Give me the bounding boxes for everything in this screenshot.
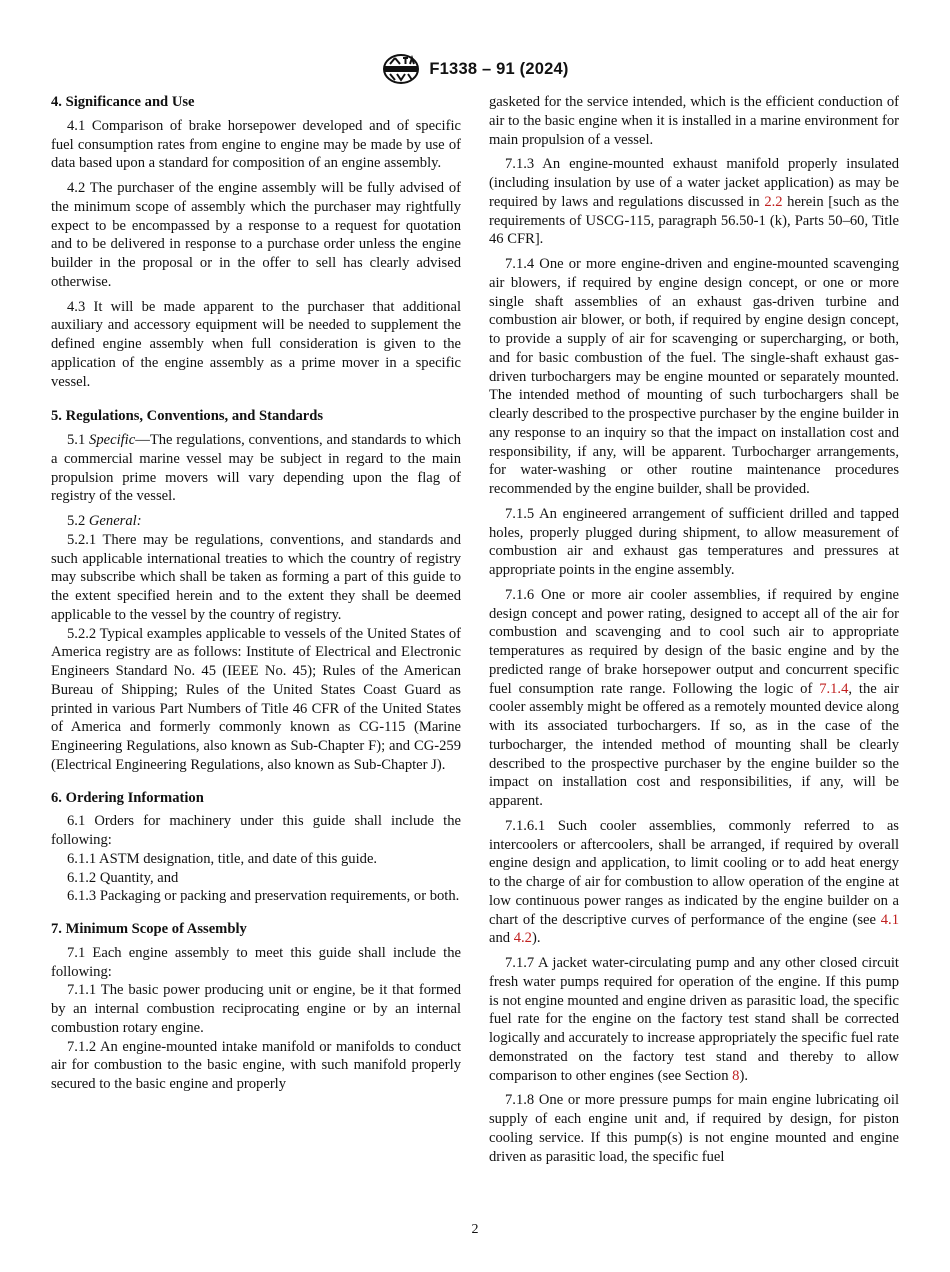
- paragraph: 7.1.8 One or more pressure pumps for main engine lubricating oil supply of each engine unit and, if required by design, for piston cooling service. If this pump(s) is not engine mounted and engine driven as parasitic load, the specific fuel: [489, 1092, 899, 1165]
- paragraph: gasketed for the service intended, which is the efficient conduction of air to the basic engine when it is installed in a marine environment for main propulsion of a vessel.: [489, 94, 899, 148]
- section-heading: 4. Significance and Use: [51, 94, 195, 110]
- paragraph: 6.1 Orders for machinery under this guide shall include the following:: [51, 813, 461, 848]
- paragraph: 4.3 It will be made apparent to the purchaser that additional auxiliary and accessory equipment will be needed to supplement the defined engine assembly when full consideration is given to the application of the engine assembly as a prime mover in a specific vessel.: [51, 298, 461, 390]
- paragraph: 7.1.6 One or more air cooler assemblies, if required by engine design concept and power rating, designed to accept all of the air for combustion and scavenging and to cool such air to appropriate temperatures as required by design of the basic engine and by the predicted range of brake horsepower output and concurrent specific fuel consumption rate range. Following the logic of 7.1.4, the air cooler assembly might be offered as a remotely mounted device along with its associated turbochargers. If so, as in the case of the turbocharger, the intended method of mounting shall be clearly described to the prospective purchaser by the engine builder so the impact on installation cost and responsibilities, if any, will be apparent.: [489, 586, 899, 809]
- paragraph: 4.2 The purchaser of the engine assembly will be fully advised of the minimum scope of assembly which the purchaser may rightfully expect to be encompassed by a response to a request for quotation and to be delivered in response to a purchase order unless the engine builder in the proposal or in the offer to sell has clearly advised otherwise.: [51, 180, 461, 290]
- section-heading: 5. Regulations, Conventions, and Standards: [51, 408, 324, 425]
- paragraph: 7.1.6.1 Such cooler assemblies, commonly referred to as intercoolers or aftercoolers, shall be arranged, if required by overall engine design and application, to limit cooling or to add heat energy to the charge of air for combustion to allow operation of the engine at low continuous power ranges as indicated by the engine builder on a chart of the descriptive curves of performance of the engine (see 4.1 and 4.2).: [489, 817, 899, 947]
- cross-reference-link[interactable]: 4.2: [513, 930, 532, 947]
- paragraph: 6.1.3 Packaging or packing and preservation requirements, or both.: [67, 888, 460, 905]
- standard-designation: F1338 – 91 (2024): [429, 59, 569, 78]
- page-number: 2: [471, 1222, 479, 1237]
- paragraph: 7.1.1 The basic power producing unit or engine, be it that formed by an internal combustion reciprocating engine or by an internal combustion rotary engine.: [51, 982, 461, 1036]
- left-column: [51, 93, 461, 1094]
- paragraph: 6.1.2 Quantity, and: [67, 869, 179, 886]
- paragraph: 5.2.2 Typical examples applicable to vessels of the United States of America registry are as follows: Institute of Electrical and Electronic Engineers Standard No. 45 (IEEE No. 45); Rules of the American Bureau of Shipping; Rules of the United States Coast Guard as printed in various Part Numbers of Title 46 CFR of the United States of America and formerly commonly known as CG-115 (Marine Engineering Regulations, also known as Sub-Chapter F); and CG-259 (Electrical Engineering Regulations, also known as Sub-Chapter J).: [51, 625, 461, 773]
- paragraph: 7.1.4 One or more engine-driven and engine-mounted scavenging air blowers, if required by engine design concept, or one or more single shaft assemblies of an exhaust gas-driven turbine and combustion air blower, or both, if required by engine design concept, to provide a supply of air for scavenging or supercharging, or both, and for basic combustion of the fuel. The single-shaft exhaust gas-driven turbochargers may be engine mounted or separately mounted. The intended method of mounting of such turbochargers shall be clearly described to the prospective purchaser by the engine builder in any response to an inquiry so that the impact on installation cost and responsibility, if any, will be apparent. Turbocharger arrangements, for water-washing or other routine maintenance procedures recommended by the engine builder, shall be provided.: [489, 256, 899, 497]
- section-heading: 6. Ordering Information: [51, 789, 204, 806]
- section-heading: 7. Minimum Scope of Assembly: [51, 921, 247, 937]
- cross-reference-link[interactable]: 8: [732, 1067, 740, 1084]
- paragraph: 7.1.7 A jacket water-circulating pump and any other closed circuit fresh water pumps required for operation of the engine. If this pump is not engine mounted and engine driven as parasitic load, the specific fuel rate for the engine on the factory test stand shall be corrected logically and accurately to increase appropriately the specific fuel rate demonstrated on the factory test stand and thereby to allow comparison to other engines (see Section 8).: [489, 955, 899, 1084]
- astm-logo-icon: [381, 53, 421, 85]
- right-column: [489, 93, 899, 1166]
- paragraph: 7.1.5 An engineered arrangement of sufficient drilled and tapped holes, properly plugged during shipment, to allow measurement of combustion air and exhaust gas temperatures and pressures at appropriate points in the engine assembly.: [489, 505, 899, 578]
- cross-reference-link[interactable]: 2.2: [764, 193, 783, 210]
- paragraph: 7.1.2 An engine-mounted intake manifold or manifolds to conduct air for combustion to the basic engine, with such manifold properly secured to the basic engine and properly: [51, 1038, 461, 1092]
- paragraph: 5.2 General:: [67, 513, 142, 529]
- cross-reference-link[interactable]: 7.1.4: [819, 680, 849, 697]
- paragraph: 7.1.3 An engine-mounted exhaust manifold properly insulated (including insulation by use of a water jacket application) as may be required by laws and regulations discussed in 2.2 herein [such as the requirements of USCG-115, paragraph 56.50-1 (k), Parts 50–60, Title 46 CFR].: [489, 156, 899, 248]
- paragraph: 5.1 Specific—The regulations, conventions, and standards to which a commercial marine vessel may be subject in regard to the main propulsion prime movers will vary depending upon the flag of registry of the vessel.: [51, 432, 462, 505]
- paragraph: 4.1 Comparison of brake horsepower developed and of specific fuel consumption rates from engine to engine may be made by use of data based upon a standard for composition of an engine assembly.: [51, 117, 461, 172]
- paragraph: 5.2.1 There may be regulations, conventions, and standards and such applicable international treaties to which the country of registry may subscribe which shall be taken as forming a part of this guide to the extent specified herein and to the extent they shall be deemed applicable to the vessel by the country of registry.: [51, 531, 461, 623]
- page-header: [0, 54, 950, 84]
- paragraph: 7.1 Each engine assembly to meet this guide shall include the following:: [51, 944, 461, 980]
- cross-reference-link[interactable]: 4.1: [880, 911, 899, 928]
- paragraph: 6.1.1 ASTM designation, title, and date of this guide.: [67, 850, 378, 867]
